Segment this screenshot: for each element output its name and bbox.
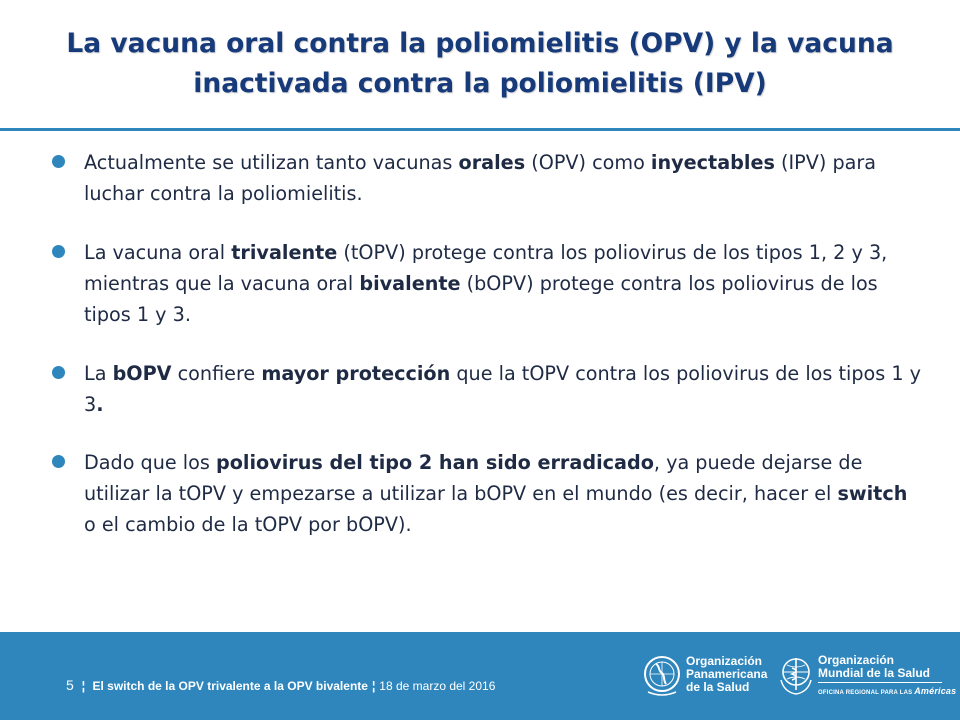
- oms-logo-sub-region: Américas: [914, 686, 957, 696]
- oms-logo: [776, 650, 957, 710]
- bullet-seg-bold: bOPV: [112, 362, 172, 385]
- bullet-item: [52, 237, 922, 330]
- bullet-dot-icon: [52, 155, 65, 168]
- bullet-dot-icon: [52, 245, 65, 258]
- bullet-seg-bold: orales: [458, 151, 526, 174]
- opas-logo-line: de la Salud: [686, 680, 750, 694]
- opas-logo: [642, 650, 768, 706]
- bullet-seg: (bOPV) protege contra los poliovirus de los tipos 1 y 3.: [84, 272, 878, 326]
- bullet-seg-bold: .: [96, 393, 104, 416]
- bullet-seg: confiere: [171, 362, 262, 385]
- bullet-dot-icon: [52, 455, 65, 468]
- oms-logo-text: [818, 654, 930, 680]
- footer-separator: ¦: [371, 679, 376, 693]
- slide-title-line-1: La vacuna oral contra la poliomielitis (OPV) y la vacuna: [66, 28, 894, 59]
- bullet-seg-bold: trivalente: [231, 241, 338, 264]
- footer-caption: [66, 677, 495, 693]
- bullet-item: [52, 358, 922, 420]
- opas-logo-text: [686, 655, 767, 694]
- bullet-seg-bold: inyectables: [650, 151, 775, 174]
- bullet-seg-bold: poliovirus del tipo 2 han sido erradicado: [215, 451, 654, 474]
- bullet-seg-bold: bivalente: [359, 272, 461, 295]
- title-divider: [0, 128, 960, 131]
- bullet-seg: que la tOPV contra los poliovirus de los tipos 1 y 3: [84, 362, 922, 416]
- slide-title: [20, 24, 940, 104]
- bullet-seg: Actualmente se utilizan tanto vacunas: [84, 151, 459, 174]
- bullet-item: [52, 447, 922, 540]
- opas-logo-line: Organización: [686, 654, 763, 668]
- bullet-seg: La: [84, 362, 113, 385]
- bullet-seg-bold: mayor protección: [261, 362, 451, 385]
- slide-title-line-2: inactivada contra la poliomielitis (IPV): [193, 68, 767, 99]
- bullet-seg: , ya puede dejarse de utilizar la tOPV y empezarse a utilizar la bOPV en el mundo (es decir, hacer el: [84, 451, 863, 505]
- bullet-seg: o el cambio de la tOPV por bOPV).: [84, 513, 412, 536]
- page-number: 5: [66, 677, 74, 693]
- oms-logo-sub-prefix: OFICINA REGIONAL PARA LAS: [818, 690, 913, 696]
- bullet-seg: (IPV) para luchar contra la poliomielitis.: [84, 151, 877, 205]
- opas-logo-line: Panamericana: [686, 667, 768, 681]
- footer-date: 18 de marzo del 2016: [379, 679, 496, 693]
- bullet-list: [52, 147, 922, 540]
- oms-logo-line: Organización: [818, 653, 895, 667]
- oms-logo-line: Mundial de la Salud: [818, 666, 931, 680]
- bullet-seg: Dado que los: [84, 451, 216, 474]
- bullet-seg-bold: switch: [837, 482, 908, 505]
- oms-logo-subtitle: [818, 686, 956, 696]
- bullet-dot-icon: [52, 366, 65, 379]
- footer-separator: ¦: [81, 679, 86, 693]
- bullet-seg: La vacuna oral: [84, 241, 232, 264]
- bullet-item: [52, 147, 922, 209]
- bullet-seg: (OPV) como: [525, 151, 651, 174]
- oms-logo-divider: [818, 682, 942, 683]
- footer-title: El switch de la OPV trivalente a la OPV bivalente: [92, 679, 368, 693]
- bullet-seg: (tOPV) protege contra los poliovirus de los tipos 1, 2 y 3, mientras que la vacuna oral: [84, 241, 888, 295]
- who-emblem-icon: [776, 654, 816, 698]
- opas-globe-emblem-icon: [642, 654, 682, 698]
- footer-bar: [0, 632, 960, 720]
